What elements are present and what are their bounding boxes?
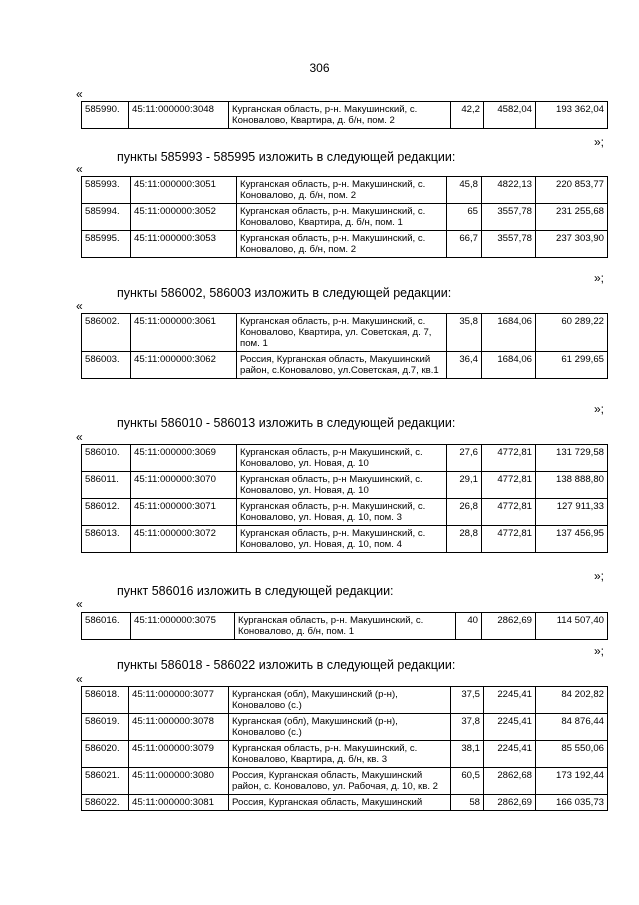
cadastral-number: 45:11:000000:3079: [129, 741, 229, 768]
unit-price: 4772,81: [482, 526, 536, 553]
item-number: 585990.: [82, 102, 129, 129]
unit-price: 4772,81: [482, 472, 536, 499]
area: 29,1: [447, 472, 482, 499]
address: Россия, Курганская область, Макушинский район, с. Коновалово, ул. Рабочая, д. 10, кв. 2: [229, 768, 451, 795]
address: Курганская область, р-н. Макушинский, с. Коновалово, ул. Новая, д. 10, пом. 4: [237, 526, 447, 553]
cadastral-number: 45:11:000000:3072: [131, 526, 237, 553]
total-value: 84 876,44: [536, 714, 608, 741]
table-row: [82, 352, 608, 379]
close-quote: »;: [594, 135, 605, 149]
area: 37,5: [451, 687, 484, 714]
table-row: [82, 499, 608, 526]
total-value: 60 289,22: [536, 314, 608, 352]
cadastral-number: 45:11:000000:3048: [129, 102, 229, 129]
unit-price: 4772,81: [482, 499, 536, 526]
item-number: 586012.: [82, 499, 131, 526]
table-row: [82, 687, 608, 714]
cadastral-number: 45:11:000000:3052: [131, 204, 237, 231]
table-row: [82, 102, 608, 129]
table-row: [82, 177, 608, 204]
area: 42,2: [451, 102, 484, 129]
unit-price: 2862,68: [484, 768, 536, 795]
address: Курганская область, р-н Макушинский, с. Коновалово, ул. Новая, д. 10: [237, 445, 447, 472]
item-number: 586016.: [82, 613, 131, 640]
cadastral-number: 45:11:000000:3080: [129, 768, 229, 795]
area: 65: [447, 204, 482, 231]
close-quote: »;: [594, 402, 605, 416]
section-heading: пункты 586002, 586003 изложить в следующей редакции:: [117, 286, 452, 300]
address: Курганская (обл), Макушинский (р-н), Коновалово (с.): [229, 714, 451, 741]
area: 38,1: [451, 741, 484, 768]
item-number: 586022.: [82, 795, 129, 811]
area: 28,8: [447, 526, 482, 553]
total-value: 193 362,04: [536, 102, 608, 129]
page-number: 306: [309, 61, 330, 75]
unit-price: 2245,41: [484, 687, 536, 714]
table-row: [82, 741, 608, 768]
total-value: 114 507,40: [536, 613, 608, 640]
register-table: [81, 686, 608, 811]
open-quote: «: [76, 597, 83, 611]
area: 45,8: [447, 177, 482, 204]
item-number: 586018.: [82, 687, 129, 714]
cadastral-number: 45:11:000000:3077: [129, 687, 229, 714]
unit-price: 1684,06: [482, 352, 536, 379]
register-table: [81, 313, 608, 379]
area: 60,5: [451, 768, 484, 795]
total-value: 173 192,44: [536, 768, 608, 795]
register-table: [81, 444, 608, 553]
cadastral-number: 45:11:000000:3061: [131, 314, 237, 352]
total-value: 61 299,65: [536, 352, 608, 379]
address: Курганская область, р-н. Макушинский, с. Коновалово, ул. Новая, д. 10, пом. 3: [237, 499, 447, 526]
total-value: 137 456,95: [536, 526, 608, 553]
cadastral-number: 45:11:000000:3062: [131, 352, 237, 379]
table-row: [82, 314, 608, 352]
area: 36,4: [447, 352, 482, 379]
total-value: 220 853,77: [536, 177, 608, 204]
total-value: 85 550,06: [536, 741, 608, 768]
unit-price: 1684,06: [482, 314, 536, 352]
total-value: 138 888,80: [536, 472, 608, 499]
close-quote: »;: [594, 569, 605, 583]
item-number: 586010.: [82, 445, 131, 472]
unit-price: 2862,69: [482, 613, 536, 640]
cadastral-number: 45:11:000000:3071: [131, 499, 237, 526]
total-value: 237 303,90: [536, 231, 608, 258]
cadastral-number: 45:11:000000:3069: [131, 445, 237, 472]
unit-price: 3557,78: [482, 231, 536, 258]
address: Россия, Курганская область, Макушинский: [229, 795, 451, 811]
unit-price: 2862,69: [484, 795, 536, 811]
item-number: 585995.: [82, 231, 131, 258]
cadastral-number: 45:11:000000:3070: [131, 472, 237, 499]
open-quote: «: [76, 162, 83, 176]
total-value: 131 729,58: [536, 445, 608, 472]
item-number: 586003.: [82, 352, 131, 379]
address: Курганская область, р-н Макушинский, с. Коновалово, ул. Новая, д. 10: [237, 472, 447, 499]
item-number: 586019.: [82, 714, 129, 741]
cadastral-number: 45:11:000000:3075: [131, 613, 235, 640]
area: 37,8: [451, 714, 484, 741]
area: 66,7: [447, 231, 482, 258]
item-number: 586011.: [82, 472, 131, 499]
address: Курганская область, р-н. Макушинский, с. Коновалово, Квартира, д. б/н, пом. 1: [237, 204, 447, 231]
address: Курганская область, р-н. Макушинский, с. Коновалово, Квартира, ул. Советская, д. 7, пом. 1: [237, 314, 447, 352]
register-table: [81, 612, 608, 640]
area: 27,6: [447, 445, 482, 472]
table-row: [82, 204, 608, 231]
area: 58: [451, 795, 484, 811]
total-value: 231 255,68: [536, 204, 608, 231]
unit-price: 4772,81: [482, 445, 536, 472]
unit-price: 3557,78: [482, 204, 536, 231]
section-heading: пункт 586016 изложить в следующей редакции:: [117, 584, 394, 598]
address: Курганская (обл), Макушинский (р-н), Коновалово (с.): [229, 687, 451, 714]
close-quote: »;: [594, 644, 605, 658]
address: Курганская область, р-н. Макушинский, с. Коновалово, Квартира, д. б/н, кв. 3: [229, 741, 451, 768]
table-row: [82, 472, 608, 499]
address: Россия, Курганская область, Макушинский район, с.Коновалово, ул.Советская, д.7, кв.1: [237, 352, 447, 379]
cadastral-number: 45:11:000000:3053: [131, 231, 237, 258]
item-number: 586002.: [82, 314, 131, 352]
address: Курганская область, р-н. Макушинский, с. Коновалово, д. б/н, пом. 1: [235, 613, 456, 640]
open-quote: «: [76, 430, 83, 444]
cadastral-number: 45:11:000000:3078: [129, 714, 229, 741]
open-quote: «: [76, 87, 83, 101]
total-value: 84 202,82: [536, 687, 608, 714]
address: Курганская область, р-н. Макушинский, с. Коновалово, д. б/н, пом. 2: [237, 177, 447, 204]
table-row: [82, 613, 608, 640]
item-number: 586021.: [82, 768, 129, 795]
table-row: [82, 231, 608, 258]
register-table: [81, 176, 608, 258]
table-row: [82, 795, 608, 811]
total-value: 166 035,73: [536, 795, 608, 811]
address: Курганская область, р-н. Макушинский, с. Коновалово, д. б/н, пом. 2: [237, 231, 447, 258]
section-heading: пункты 585993 - 585995 изложить в следующей редакции:: [117, 150, 456, 164]
open-quote: «: [76, 672, 83, 686]
section-heading: пункты 586018 - 586022 изложить в следующей редакции:: [117, 658, 456, 672]
table-row: [82, 768, 608, 795]
area: 40: [456, 613, 482, 640]
address: Курганская область, р-н. Макушинский, с. Коновалово, Квартира, д. б/н, пом. 2: [229, 102, 451, 129]
area: 26,8: [447, 499, 482, 526]
item-number: 586013.: [82, 526, 131, 553]
unit-price: 2245,41: [484, 714, 536, 741]
unit-price: 4582,04: [484, 102, 536, 129]
item-number: 586020.: [82, 741, 129, 768]
cadastral-number: 45:11:000000:3051: [131, 177, 237, 204]
table-row: [82, 445, 608, 472]
total-value: 127 911,33: [536, 499, 608, 526]
open-quote: «: [76, 299, 83, 313]
close-quote: »;: [594, 271, 605, 285]
register-table: [81, 101, 608, 129]
item-number: 585994.: [82, 204, 131, 231]
table-row: [82, 714, 608, 741]
area: 35,8: [447, 314, 482, 352]
unit-price: 2245,41: [484, 741, 536, 768]
cadastral-number: 45:11:000000:3081: [129, 795, 229, 811]
item-number: 585993.: [82, 177, 131, 204]
unit-price: 4822,13: [482, 177, 536, 204]
table-row: [82, 526, 608, 553]
section-heading: пункты 586010 - 586013 изложить в следующей редакции:: [117, 416, 456, 430]
